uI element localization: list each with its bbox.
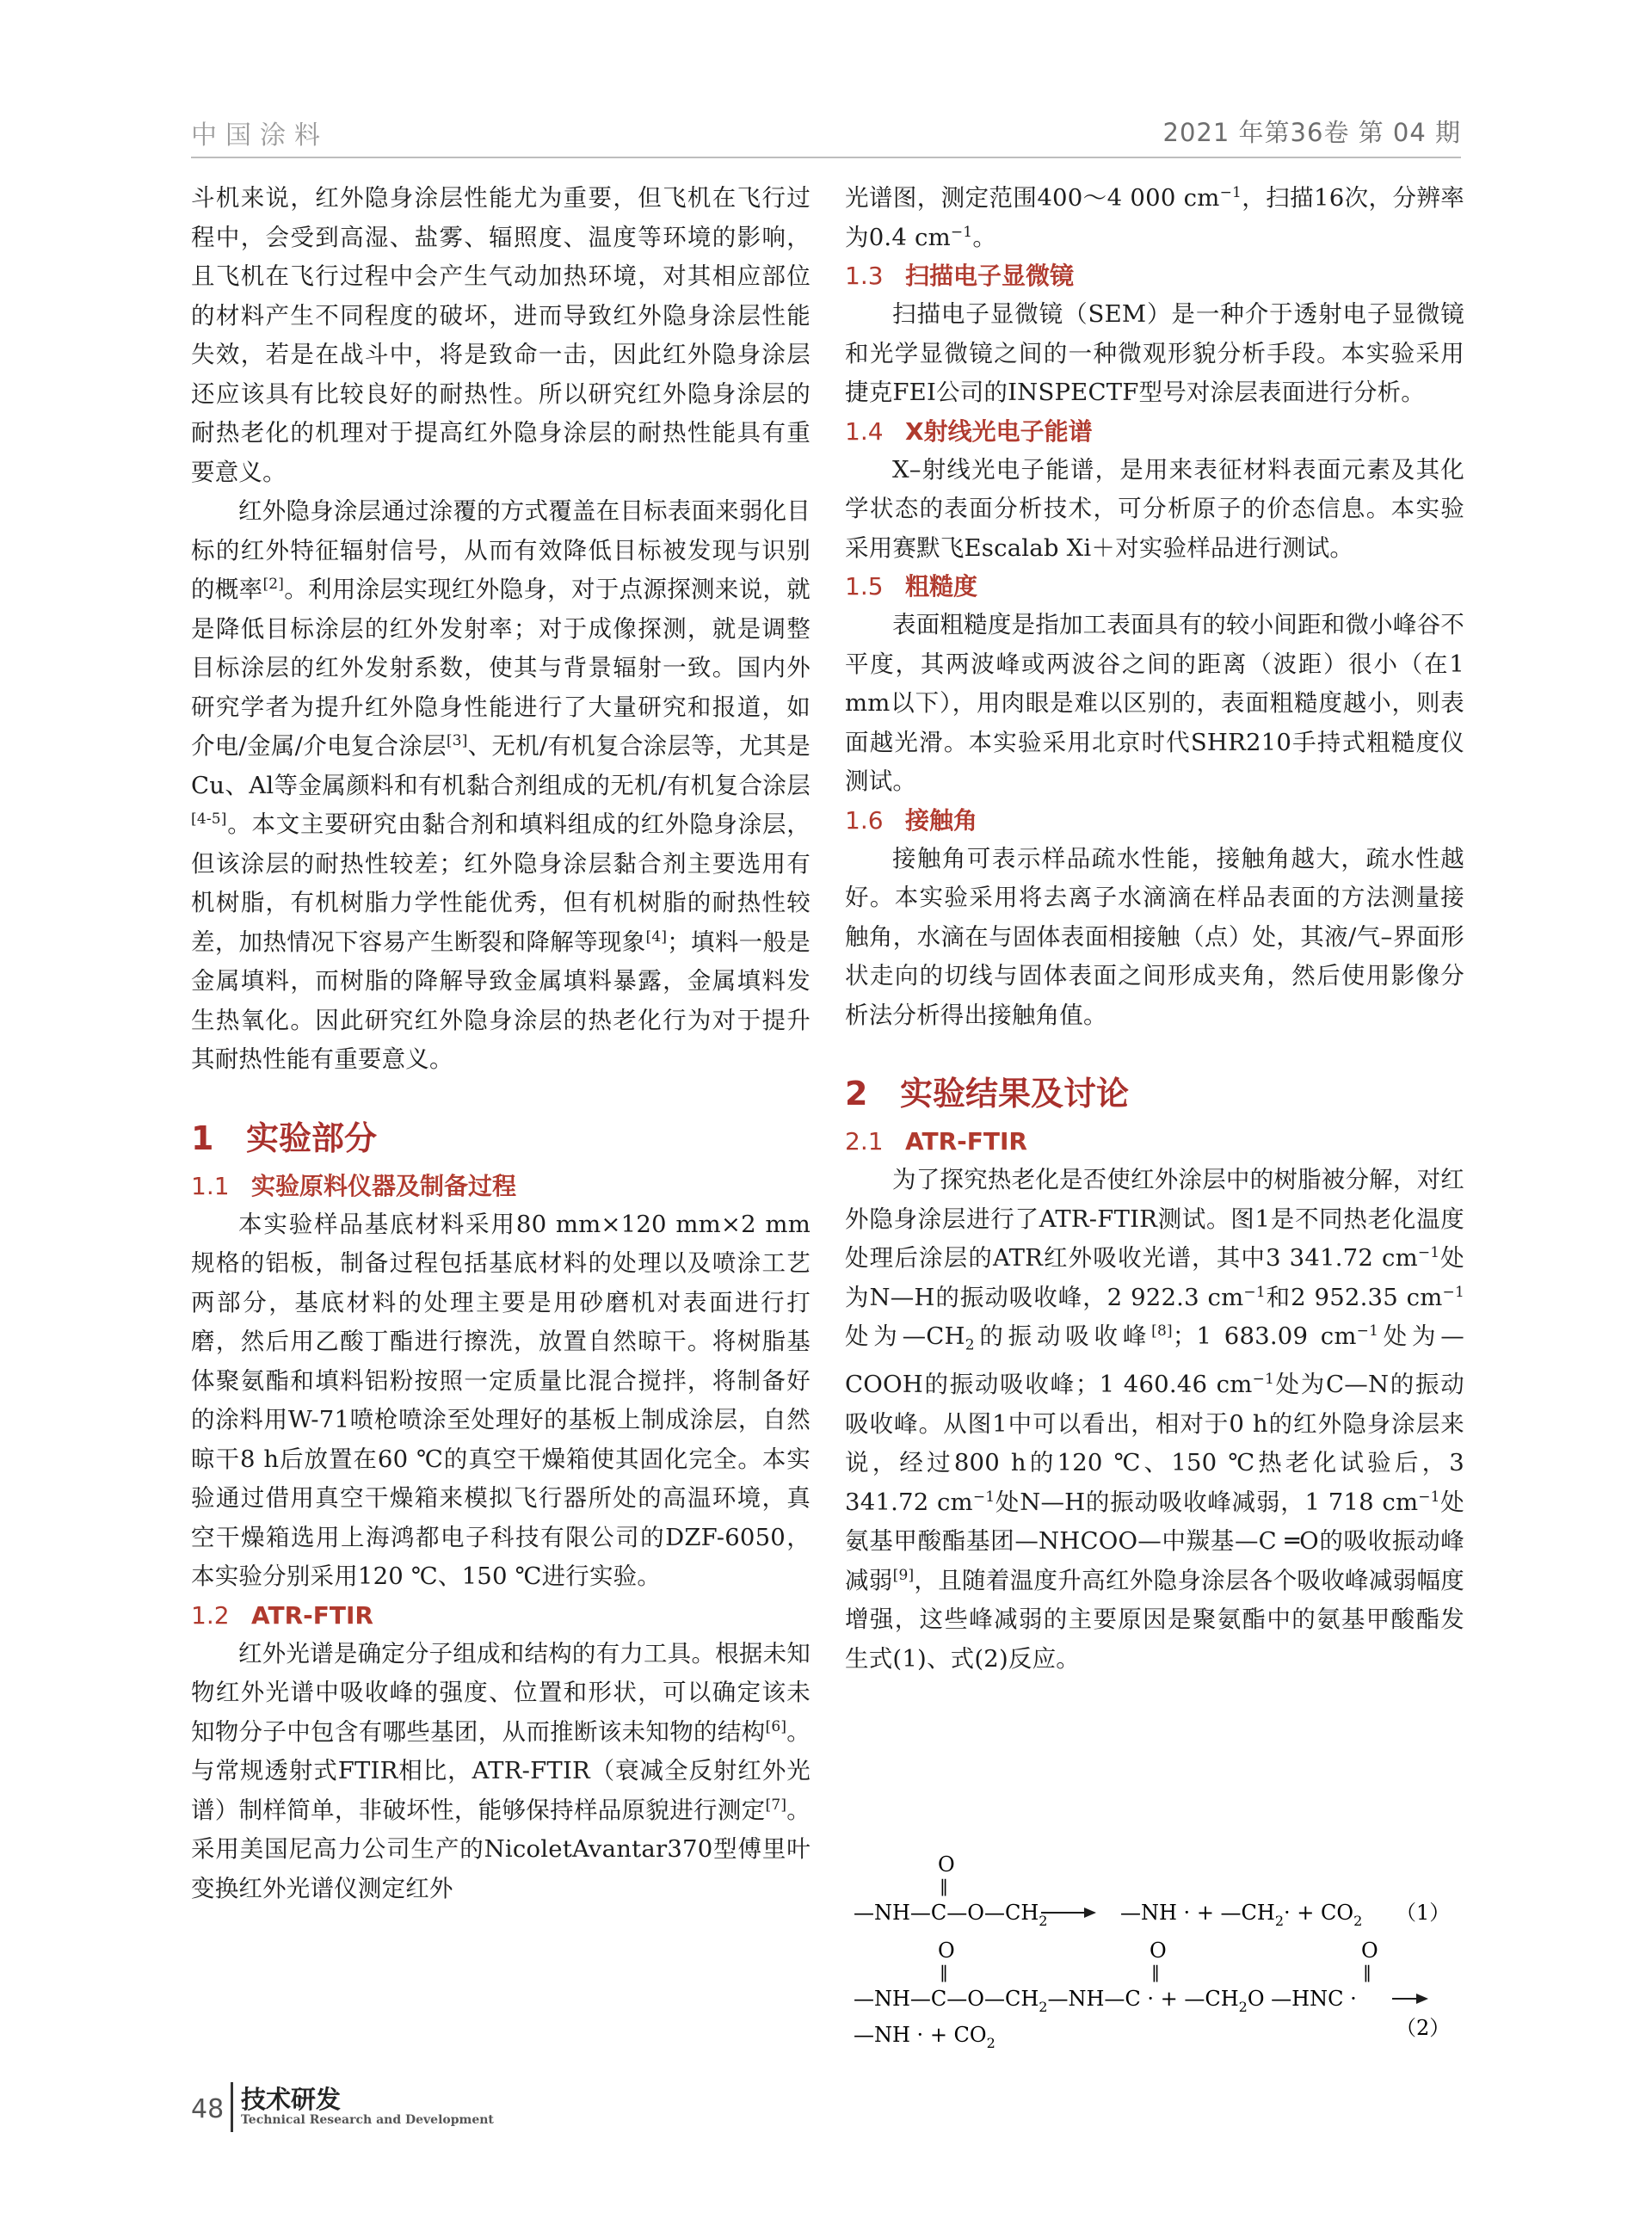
left-column [191,179,811,1908]
paragraph-sem: 扫描电子显微镜（SEM）是一种介于透射电子显微镜和光学显微镜之间的一种微观形貌分析手段。本实验采用捷克FEI公司的INSPECTF型号对涂层表面进行分析。 [845,300,1464,406]
subsection-heading-1-1: 1.1 实验原料仪器及制备过程 [191,1171,517,1200]
issue-info: 2021 年第36卷 第 04 期 [1162,118,1461,147]
carbonyl-oxygen: O [1361,1938,1378,1963]
subsection-heading-1-5: 1.5 粗糙度 [845,572,978,601]
paragraph-xps: X–射线光电子能谱，是用来表征材料表面元素及其化学状态的表面分析技术，可分析原子的价态信息。本实验采用赛默飞Escalab Xi＋对实验样品进行测试。 [845,455,1464,562]
eq1-products: —NH · + $—CH_2\cdot + CO_2$ [1120,1901,1363,1929]
section-label-cn: 技术研发 [241,2085,342,2114]
paragraph-contact-angle: 接触角可表示样品疏水性能，接触角越大，疏水性越好。本实验采用将去离子水滴滴在样品表面的方法测量接触角，水滴在与固体表面相接触（点）处，其液/气–界面形状走向的切线与固体表面之间形成夹角，然后使用影像分析法分析得出接触角值。 [845,844,1464,1029]
double-bond: ‖ [940,1876,948,1896]
paragraph-materials: 本实验样品基底材料采用80 mm×120 mm×2 mm规格的铝板，制备过程包括基底材料的处理以及喷涂工艺两部分，基底材料的处理主要是用砂磨机对表面进行打磨，然后用乙酸丁酯进行擦洗，放置自然晾干。将树脂基体聚氨酯和填料铝粉按照一定质量比混合搅拌，将制备好的涂料用W-71喷枪喷涂至处理好的基板上制成涂层，自然晾干8 h后放置在60 ℃的真空干燥箱使其固化完全。本实验通过借用真空干燥箱来模拟飞行器所处的高温环境，真空干燥箱选用上海鸿都电子科技有限公司的DZF-6050，本实验分别采用120 ℃、150 ℃进行实验。 [191,1210,811,1590]
citation: [3] [446,731,468,749]
citation: [2] [262,575,285,593]
paragraph-intro-1: 斗机来说，红外隐身涂层性能尤为重要，但飞机在飞行过程中，会受到高湿、盐雾、辐照度、温度等环境的影响，且飞机在飞行过程中会产生气动加热环境，对其相应部位的材料产生不同程度的破坏，进而导致红外隐身涂层性能失效，若是在战斗中，将是致命一击，因此红外隐身涂层还应该具有比较良好的耐热性。所以研究红外隐身涂层的耐热老化的机理对于提高红外隐身涂层的耐热性能具有重要意义。 [191,184,811,486]
page-number: 48 [191,2094,225,2124]
citation: [8] [1151,1322,1173,1340]
header-divider [191,157,1461,158]
citation: [4-5] [191,810,227,828]
eq2-reactant: $—NH—C—O—CH_2—NH—C$ · + $—CH_2O$ —HNC · [854,1987,1357,2015]
subsection-heading-1-6: 1.6 接触角 [845,805,978,835]
double-bond: ‖ [1363,1962,1372,1982]
paragraph-roughness: 表面粗糙度是指加工表面具有的较小间距和微小峰谷不平度，其两波峰或两波谷之间的距离（波距）很小（在1 mm以下），用肉眼是难以区别的，表面粗糙度越小，则表面越光滑。本实验采用北京时代SHR210手持式粗糙度仪测试。 [845,611,1464,795]
carbonyl-oxygen: O [938,1852,955,1877]
citation: [9] [892,1566,915,1584]
carbonyl-oxygen: O [1150,1938,1167,1963]
reaction-equations [845,1846,1482,2052]
section-heading-1: 1 实验部分 [191,1119,378,1157]
paragraph-atr-ftir: 红外光谱是确定分子组成和结构的有力工具。根据未知物红外光谱中吸收峰的强度、位置和形状，可以确定该未知物分子中包含有哪些基团，从而推断该未知物的结构[6]。与常规透射式FTIR相比，ATR-FTIR（衰减全反射红外光谱）制样简单，非破坏性，能够保持样品原貌进行测定[7]。采用美国尼高力公司生产的NicoletAvantar370型傅里叶变换红外光谱仪测定红外 [191,1639,811,1902]
paragraph-ftir-continued: 光谱图，测定范围400～4 000 $cm^{-1}$，扫描16次，分辨率为0.4 $cm^{-1}$。 [845,183,1464,251]
right-column [845,179,1464,1679]
double-bond: ‖ [940,1962,948,1982]
arrow-icon [1416,1994,1428,2004]
paragraph-intro-2: 红外隐身涂层通过涂覆的方式覆盖在目标表面来弱化目标的红外特征辐射信号，从而有效降低目标被发现与识别的概率[2]。利用涂层实现红外隐身，对于点源探测来说，就是降低目标涂层的红外发射率；对于成像探测，就是调整目标涂层的红外发射系数，使其与背景辐射一致。国内外研究学者为提升红外隐身性能进行了大量研究和报道，如介电/金属/介电复合涂层[3]、无机/有机复合涂层等，尤其是Cu、Al等金属颜料和有机黏合剂组成的无机/有机复合涂层[4-5]。本文主要研究由黏合剂和填料组成的红外隐身涂层，但该涂层的耐热性较差；红外隐身涂层黏合剂主要选用有机树脂，有机树脂力学性能优秀，但有机树脂的耐热性较差，加热情况下容易产生断裂和降解等现象[4]；填料一般是金属填料，而树脂的降解导致金属填料暴露，金属填料发生热氧化。因此研究红外隐身涂层的热老化行为对于提升其耐热性能有重要意义。 [191,497,811,1073]
subsection-heading-1-2: 1.2 ATR-FTIR [191,1600,373,1630]
journal-name: 中国涂料 [191,120,329,151]
eq2-label: （2） [1396,2016,1451,2040]
arrow-icon [1084,1908,1096,1918]
footer-divider [231,2082,233,2132]
section-heading-2: 2 实验结果及讨论 [845,1075,1130,1112]
section-label-en: Technical Research and Development [241,2113,494,2127]
double-bond: ‖ [1151,1962,1160,1982]
citation: [6] [765,1717,787,1735]
paragraph-results-ftir: 为了探究热老化是否使红外涂层中的树脂被分解，对红外隐身涂层进行了ATR-FTIR测试。图1是不同热老化温度处理后涂层的ATR红外吸收光谱，其中3 341.72 $cm^{-1}$处为N—H的振动吸收峰，2 922.3 $cm^{-1}$和2 952.35 $cm^{-1}$处为$—CH_2$的振动吸收峰[8]；1 683.09 $cm^{-1}$处为—COOH的振动吸收峰；1 460.46 $cm^{-1}$处为C—N的振动吸收峰。从图1中可以看出，相对于0 h的红外隐身涂层来说，经过800 h的120 ℃、150 ℃热老化试验后，3 341.72 $cm^{-1}$处N—H的振动吸收峰减弱，1 718 $cm^{-1}$处氨基甲酸酯基团—NHCOO—中羰基—C ═O的吸收振动峰减弱[9]，且随着温度升高红外隐身涂层各个吸收峰减弱幅度增强，这些峰减弱的主要原因是聚氨酯中的氨基甲酸酯发生式(1)、式(2)反应。 [845,1166,1464,1673]
citation: [7] [765,1796,787,1814]
carbonyl-oxygen: O [938,1938,955,1963]
citation: [4] [645,928,668,946]
subsection-heading-1-3: 1.3 扫描电子显微镜 [845,262,1075,290]
subsection-heading-2-1: 2.1 ATR-FTIR [845,1127,1027,1156]
eq2-products: —NH · + $CO_2$ [854,2023,996,2051]
eq1-reactant: $—NH—C—O—CH_2$ [854,1901,1048,1929]
eq1-label: （1） [1396,1901,1451,1925]
subsection-heading-1-4: 1.4 X射线光电子能谱 [845,416,1093,446]
